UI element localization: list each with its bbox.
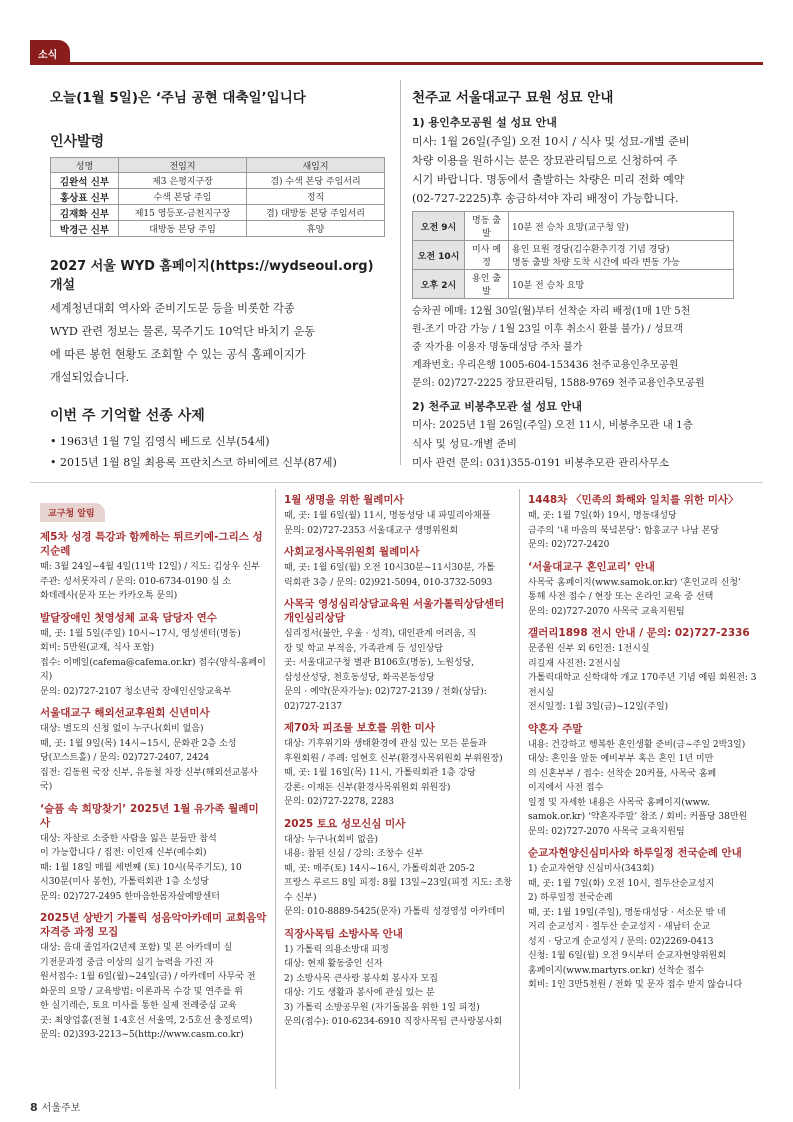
notice-line: 1) 가톨릭 의용소방대 피정 bbox=[284, 944, 389, 955]
notice-line: 문의: 02)393-2213~5(http://www.casm.co.kr) bbox=[40, 1030, 244, 1040]
notice-title: 2025년 상반기 가톨릭 성음악아카데미 교회음악자격증 과정 모집 bbox=[40, 912, 267, 938]
notice-title: 서울대교구 해외선교후원회 신년미사 bbox=[40, 707, 210, 719]
notice-line: 때, 곳: 1월 7일(화) 19시, 명동대성당 bbox=[528, 511, 677, 521]
notices-col-2 bbox=[284, 493, 512, 1037]
cemetery-title: 천주교 서울대교구 묘원 성묘 안내 bbox=[412, 90, 614, 106]
notice-line: 집전: 김동원 국장 신부, 유동철 차장 신부(해외선교봉사국) bbox=[40, 767, 258, 792]
notice-title: 직장사목팀 소방사목 안내 bbox=[284, 927, 403, 940]
s2-title: 2) 천주교 비봉추모관 설 성묘 안내 bbox=[412, 400, 582, 413]
notice-line: 문의: 02)727-2107 청소년국 장애인신앙교육부 bbox=[40, 686, 232, 697]
notice-line: 때, 곳: 1월 7일(화) 오전 10시, 절두산순교성지 bbox=[528, 878, 715, 889]
notice-line: 대상: 자살로 소중한 사람을 잃은 분들만 참석 bbox=[40, 833, 217, 844]
notice bbox=[284, 493, 512, 538]
notice-title: 순교자현양신심미사와 하루일정 전국순례 안내 bbox=[528, 847, 742, 859]
notice-line: 통해 사전 접수 / 현장 또는 온라인 교육 중 선택 bbox=[528, 592, 714, 602]
table-row: 김완석 신부 제3 은평지구장 겸) 수색 본당 주임서리 bbox=[51, 173, 385, 189]
table-row: 오전 10시 미사 예정 용인 묘원 경당(김수환추기경 기념 경당) 명동 출발 차량 도착 시간에 따라 변동 가능 bbox=[413, 241, 734, 270]
notice-line: 곳: 서울대교구청 별관 B106호(명동), 노원성당, bbox=[284, 658, 475, 668]
notice-line: 삼성산성당, 천호동성당, 화곡본동성당 bbox=[284, 672, 435, 683]
notice-line: 때: 1월 18일 매월 세번째 (토) 10시(묵주기도), 10 bbox=[40, 862, 242, 873]
notice-line: 문의: 02)727-2278, 2283 bbox=[284, 797, 394, 807]
column-divider bbox=[275, 489, 276, 1089]
notice-line: 문의: 010-8889-5425(문자) 가톨릭 성경영성 아카데미 bbox=[284, 907, 505, 917]
memorial-title: 이번 주 기억할 선종 사제 bbox=[50, 408, 205, 424]
notice bbox=[40, 706, 268, 795]
list-item: • 2015년 1월 8일 최용록 프란치스코 하비에르 신부(87세) bbox=[50, 456, 337, 469]
notice-line: 3) 가톨릭 소방공무원 (자기돌봄을 위한 1일 피정) bbox=[284, 1002, 480, 1013]
column-divider bbox=[400, 80, 401, 465]
notice bbox=[284, 597, 512, 714]
notice-line: 성지 · 당고개 순교성지 / 문의: 02)2269-0413 bbox=[528, 936, 714, 947]
notice-line: 때, 곳: 1월 6일(월) 11시, 명동성당 내 파밀리아채플 bbox=[284, 511, 491, 521]
notice bbox=[528, 846, 760, 993]
schedule-table bbox=[412, 211, 734, 299]
notice-title: ‘서울대교구 혼인교리’ 안내 bbox=[528, 560, 655, 573]
notice-line: 때, 곳: 1월 5일(주일) 10시~17시, 영성센터(명동) bbox=[40, 628, 241, 639]
s2-text: 미사: 2025년 1월 26일(주일) 오전 11시, 비봉추모관 내 1층 식사 및 성묘-개별 준비 미사 관련 문의: 031)355-0191 비봉추모관 관리사무소 bbox=[412, 419, 694, 469]
personnel-table bbox=[50, 157, 385, 237]
list-item: • 1963년 1월 7일 김영식 베드로 신부(54세) bbox=[50, 435, 270, 448]
section-rule bbox=[30, 62, 763, 65]
notice-line: 문의(접수): 010-6234-6910 직장사목팀 큰사랑봉사회 bbox=[284, 1017, 503, 1027]
notice-line: 심리정서(불안, 우울 · 성격), 대인관계 어려움, 직 bbox=[284, 629, 477, 639]
notice-line: 대상: 기후위기와 생태환경에 관심 있는 모든 분들과 bbox=[284, 739, 487, 749]
notice-line: 문의: 02)727-2070 사목국 교육지원팀 bbox=[528, 826, 685, 837]
notice-line: 대상: 현재 활동중인 신자 bbox=[284, 959, 383, 969]
notice-line: 때, 곳: 1월 6일(월) 오전 10시30분~11시30분, 가톨 bbox=[284, 563, 495, 573]
notice-line: 릭회관 3층 / 문의: 02)921-5094, 010-3732-5093 bbox=[284, 577, 493, 588]
notice-line: 내용: 건강하고 행복한 혼인생활 준비(금~주일 2박3일) bbox=[528, 739, 746, 750]
personnel-header: 성명 bbox=[51, 158, 119, 173]
notice-line: 1) 순교자현양 신심미사(343회) bbox=[528, 864, 655, 874]
table-row: 박경근 신부 대방동 본당 주임 휴양 bbox=[51, 221, 385, 237]
notice bbox=[284, 721, 512, 810]
notice-line: 강론: 이재돈 신부(환경사목위원회 위원장) bbox=[284, 782, 451, 793]
notice bbox=[528, 560, 760, 620]
s1-text: 미사: 1월 26일(주일) 오전 10시 / 식사 및 성묘-개별 준비 차량 이용을 원하시는 분은 장묘관리팀으로 신청하여 주 시기 바랍니다. 명동에서 출발하는 차량은 미리 전화 예약 (02-727-2225)후 송금하셔야 자리 배정이 가능합니다. bbox=[412, 135, 690, 205]
notice-line: 이지에서 사전 접수 bbox=[528, 783, 604, 793]
notice-line: 내용: 참된 신심 / 강의: 조창수 신부 bbox=[284, 849, 424, 859]
notice-line: 대상: 혼인을 앞둔 예비부부 혹은 혼인 1년 미만 bbox=[528, 754, 714, 764]
notice-line: 홈페이지(www.martyrs.or.kr) 선착순 접수 bbox=[528, 965, 704, 976]
notice bbox=[528, 722, 760, 840]
notice bbox=[284, 545, 512, 590]
notices-badge: 교구청 알림 bbox=[40, 503, 105, 522]
notice-line: 신청: 1월 6일(월) 오전 9시부터 순교자현양위원회 bbox=[528, 951, 727, 961]
notice-title: 약혼자 주말 bbox=[528, 722, 583, 735]
notice-line: 화문의 요망 / 교육방법: 이론과목 수강 및 연주를 위 bbox=[40, 986, 243, 997]
memorial-list bbox=[50, 431, 390, 473]
notice-line: 회비: 1인 3만5천원 / 전화 및 문자 접수 받지 않습니다 bbox=[528, 980, 743, 990]
notice-title: 갤러리1898 전시 안내 / 문의: 02)727-2336 bbox=[528, 627, 750, 639]
section-tab-label: 소식 bbox=[38, 50, 58, 61]
publication-name: 서울주보 bbox=[41, 1103, 81, 1114]
notice-line: 장 및 학교 부적응, 가족관계 등 성인상담 bbox=[284, 643, 444, 654]
notice-line: 2) 하루일정 전국순례 bbox=[528, 893, 613, 903]
right-column bbox=[412, 86, 747, 473]
notice bbox=[40, 802, 268, 905]
notice-title: 사회교정사목위원회 월례미사 bbox=[284, 546, 420, 558]
left-column bbox=[50, 86, 390, 473]
notice-line: 때, 곳: 1월 16일(목) 11시, 가톨릭회관 1층 강당 bbox=[284, 768, 476, 778]
table-row: 김재화 신부 제15 영등포-금천지구장 겸) 대방동 본당 주임서리 bbox=[51, 205, 385, 221]
section-tab bbox=[30, 40, 70, 64]
notice-line: 대상: 누구나(회비 없음) bbox=[284, 834, 379, 845]
notice-line: 2) 소방사목 큰사랑 봉사회 봉사자 모집 bbox=[284, 973, 438, 984]
notice-line: 회비: 5만원(교재, 식사 포함) bbox=[40, 643, 155, 653]
notice bbox=[284, 927, 512, 1030]
notice-title: 발달장애인 첫영성체 교육 담당자 연수 bbox=[40, 611, 217, 624]
notice-line: 때, 곳: 1월 9일(목) 14시~15시, 문화관 2층 소성 bbox=[40, 738, 237, 749]
s1-details: 승차권 예매: 12월 30일(월)부터 선착순 자리 배정(1매 1만 5천 원-조기 마감 가능 / 1월 23일 이후 취소시 환불 불가) / 성묘객 중 자가용 이용자 명동대성당 주차 불가 계좌번호: 우리은행 1005-604-153436 천주교용인추모공원 문의: 02)727-2225 장묘관리팀, 1588-9769 천주교용인추모공원 bbox=[412, 306, 705, 389]
notice bbox=[40, 911, 268, 1043]
wyd-title: 2027 서울 WYD 홈페이지(https://wydseoul.org) 개설 bbox=[50, 259, 374, 293]
notices-col-1 bbox=[40, 501, 268, 1050]
table-row: 오후 2시 용인 출발 10분 전 승차 요망 bbox=[413, 270, 734, 299]
notice-line: 사목국 홈페이지(www.samok.or.kr) ‘혼인교리 신청’ bbox=[528, 577, 741, 588]
notice-line: 화데레사(문자 또는 카카오톡 문의) bbox=[40, 591, 178, 601]
notices-area bbox=[30, 482, 763, 1094]
personnel-title: 인사발령 bbox=[50, 134, 105, 150]
notice-line: 거리 순교성지 · 절두산 순교성지 · 새남터 순교 bbox=[528, 922, 711, 932]
headline: 오늘(1월 5일)은 ‘주님 공현 대축일’입니다 bbox=[50, 90, 306, 106]
notice-line: 대상: 별도의 신청 없이 누구나(회비 없음) bbox=[40, 724, 204, 734]
notice-title: 1448차 〈민족의 화해와 일치를 위한 미사〉 bbox=[528, 494, 739, 506]
notice-line: 문의: 02)727-2420 bbox=[528, 540, 610, 550]
notice bbox=[40, 530, 268, 604]
notice bbox=[40, 611, 268, 700]
notice bbox=[528, 626, 760, 715]
notice-line: 문의: 02)727-2070 사목국 교육지원팀 bbox=[528, 606, 685, 617]
notice-title: 사목국 영성심리상담교육원 서울가톨릭상담센터 개인심리상담 bbox=[284, 598, 505, 624]
notice-line: 금주의 ‘내 마음의 북녘본당’: 함흥교구 나남 본당 bbox=[528, 525, 720, 536]
notice-line: 문의: 02)727-2353 서울대교구 생명위원회 bbox=[284, 525, 459, 536]
personnel-header: 전임지 bbox=[119, 158, 247, 173]
notice-line: 접수: 이메일(cafema@cafema.or.kr) 접수(양식-홈페이지) bbox=[40, 657, 266, 682]
notice-line: 때, 곳: 매주(토) 14시~16시, 가톨릭회관 205-2 bbox=[284, 863, 475, 874]
s1-title: 1) 용인추모공원 설 성묘 안내 bbox=[412, 116, 557, 129]
notice-line: 한 실기레슨, 토요 미사를 통한 실제 전례중심 교육 bbox=[40, 1001, 237, 1011]
personnel-header: 새임지 bbox=[247, 158, 385, 173]
notice-line: 전시일정: 1월 3일(금)~12일(주일) bbox=[528, 702, 669, 712]
notice-line: 리길재 사진전: 2전시실 bbox=[528, 658, 621, 669]
table-row: 오전 9시 명동 출발 10분 전 승차 요망(교구청 앞) bbox=[413, 212, 734, 241]
notice-line: 일정 및 자세한 내용은 사목국 홈페이지(www. bbox=[528, 797, 710, 808]
notice-title: ‘슬픔 속 희망찾기’ 2025년 1월 유가족 월례미사 bbox=[40, 802, 259, 829]
notice-line: 문의: 02)727-2495 한마음한몸자살예방센터 bbox=[40, 891, 220, 902]
notice-title: 제70차 피조물 보호를 위한 미사 bbox=[284, 722, 435, 734]
notice-line: 후원회원 / 주례: 임현호 신부(환경사목위원회 부위원장) bbox=[284, 753, 503, 764]
notice-line: samok.or.kr) ‘약혼자주말’ 참조 / 회비: 커플당 38만원 bbox=[528, 812, 748, 822]
notice-line: 때: 3월 24일~4월 4일(11박 12일) / 지도: 김상우 신부 bbox=[40, 562, 260, 572]
page-number: 8 bbox=[30, 1101, 38, 1114]
page-footer bbox=[30, 1099, 80, 1114]
notice-title: 제5차 성경 특강과 함께하는 튀르키예-그리스 성지순례 bbox=[40, 531, 263, 557]
notice bbox=[528, 493, 760, 553]
notice-title: 2025 토요 성모신심 미사 bbox=[284, 817, 406, 830]
notice-title: 1월 생명을 위한 월례미사 bbox=[284, 494, 404, 506]
notice-line: 때, 곳: 1월 19일(주일), 명동대성당 · 서소문 밖 네 bbox=[528, 907, 726, 918]
notice-line: 기전문과정 중급 이상의 실기 능력을 가진 자 bbox=[40, 957, 214, 968]
notice-line: 의 신혼부부 / 접수: 선착순 20커플, 사목국 홈페 bbox=[528, 768, 717, 779]
notice-line: 문의 · 예약(문자가능): 02)727-2139 / 전화(상담): 02)727-2137 bbox=[284, 687, 487, 712]
notice-line: 가톨릭대학교 신학대학 개교 170주년 기념 예림 회원전: 3전시실 bbox=[528, 673, 757, 698]
notice-line: 시30분(미사 봉헌), 가톨릭회관 1층 소성당 bbox=[40, 877, 209, 887]
notice-line: 대상: 음대 졸업자(2년제 포함) 및 본 아카데미 실 bbox=[40, 943, 233, 953]
table-row: 홍상표 신부 수색 본당 주임 정직 bbox=[51, 189, 385, 205]
notice-line: 곳: 최양업홀(전철 1·4호선 서울역, 2·5호선 충정로역) bbox=[40, 1015, 253, 1026]
column-divider bbox=[519, 489, 520, 1089]
notices-col-3 bbox=[528, 493, 760, 1000]
notice-line: 프랑스 루르드 8일 피정: 8월 13일~23일(피정 지도: 조창수 신부) bbox=[284, 878, 512, 903]
notice-line: 주관: 성서못자리 / 문의: 010-6734-0190 심 소 bbox=[40, 576, 231, 587]
notice-line: 원서접수: 1월 6일(월)~24일(금) / 아카데미 사무국 전 bbox=[40, 972, 256, 982]
notice-line: 문종원 신부 외 6인전: 1전시실 bbox=[528, 644, 650, 654]
notice-line: 당(꼬스트홀) / 문의: 02)727-2407, 2424 bbox=[40, 753, 210, 763]
notice-line: 이 가능합니다 / 집전: 이인재 신부(예수회) bbox=[40, 848, 207, 858]
notice-line: 대상: 기도 생활과 봉사에 관심 있는 분 bbox=[284, 988, 435, 998]
wyd-text: 세계청년대회 역사와 준비기도문 등을 비롯한 각종 WYD 관련 정보는 물론, 묵주기도 10억단 바치기 운동 에 따른 봉헌 현황도 조회할 수 있는 공식 홈페이지가 개설되었습니다. bbox=[50, 302, 316, 384]
notice bbox=[284, 817, 512, 920]
